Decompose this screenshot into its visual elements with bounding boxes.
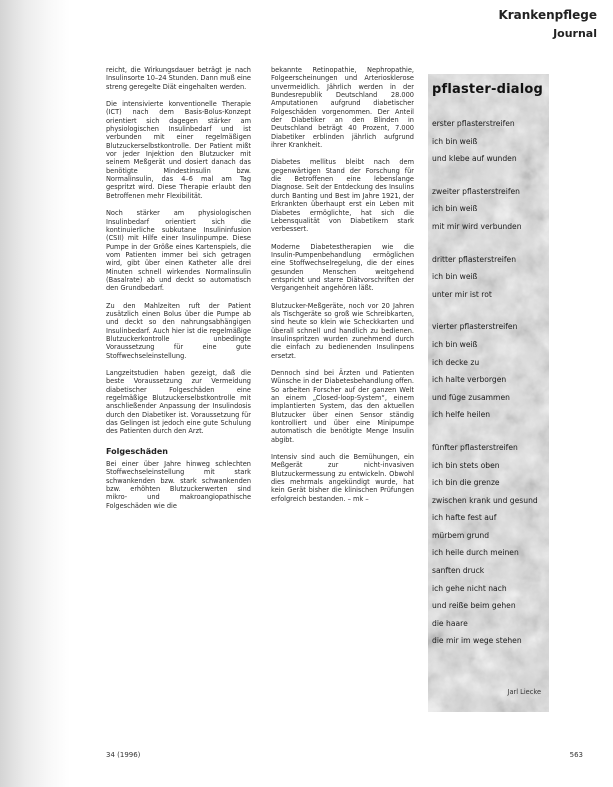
poem-box [428, 74, 549, 712]
poem-line: ich bin stets oben [432, 460, 500, 470]
journal-subtitle: Journal [553, 27, 597, 40]
poem-line: ich bin weiß [432, 339, 478, 349]
poem-line: vierter pflasterstreifen [432, 322, 518, 332]
poem-line: mit mir wird verbunden [432, 221, 522, 231]
poem-line: und reiße beim gehen [432, 601, 516, 611]
paragraph: Bei einer über Jahre hinweg schlechten Stoffwechseleinstellung mit stark schwankenden bzw. stark schwankenden bzw. erhöhten Blutzuckerwerten sind mikro- und makroangiopathische Folgeschäden wie die [106, 460, 251, 510]
poem-line: ich gehe nicht nach [432, 583, 507, 593]
journal-title: Krankenpflege [498, 8, 597, 22]
poem-line: die haare [432, 618, 468, 628]
poem-line: ich hafte fest auf [432, 513, 497, 523]
poem-stanza [432, 183, 548, 236]
section-heading: Folgeschäden [106, 446, 168, 456]
poem-stanza [432, 251, 548, 304]
poem-line: erster pflasterstreifen [432, 119, 515, 128]
poem-stanza [432, 318, 548, 424]
poem-line: ich bin weiß [432, 272, 478, 282]
issue-number: 34 (1996) [106, 751, 141, 759]
poem-line: zweiter pflasterstreifen [432, 186, 520, 196]
page-spine-shadow [0, 0, 70, 787]
poem-stanza [432, 115, 548, 168]
poem-line: und klebe auf wunden [432, 154, 517, 164]
page-number: 563 [569, 751, 583, 759]
journal-header [498, 8, 597, 40]
paragraph: Moderne Diabetestherapien wie die Insulin-Pumpenbehandlung ermöglichen eine Stoffwechselregelung, die der eines gesunden Menschen weitgehend entspricht und starre Diätvorschriften der Vergangenheit angehören läßt. [271, 242, 414, 293]
poem-line: ich bin weiß [432, 204, 478, 214]
poem-line: ich halte verborgen [432, 375, 507, 385]
text-column-left [106, 66, 251, 519]
poem-line: unter mir ist rot [432, 289, 492, 299]
paragraph: Blutzucker-Meßgeräte, noch vor 20 Jahren als Tischgeräte so groß wie Schreibkarten, sind heute so klein wie Scheckkarten und überall schnell und handlich zu bedienen. Insulinspritzen wurden zunehmend durch die einfach zu bedienenden Insulinpens ersetzt. [271, 301, 414, 360]
poem-line: mürbem grund [432, 530, 490, 540]
poem-title: pflaster-dialog [432, 82, 543, 97]
poem-line: dritter pflasterstreifen [432, 254, 517, 264]
paragraph: Intensiv sind auch die Bemühungen, ein Meßgerät zur nicht-invasiven Blutzuckermessung zu entwickeln. Obwohl dies mehrmals angekündigt wurde, hat kein Gerät bisher die klinischen Prüfungen erfolgreich bestanden. – mk – [271, 453, 414, 503]
paragraph: Langzeitstudien haben gezeigt, daß die beste Voraussetzung zur Vermeidung diabetischer Folgeschäden eine regelmäßige Blutzuckerselbstkontrolle mit anschließender Anpassung der Insulindosis durch den Diabetiker ist. Voraussetzung für das Gelingen ist jedoch eine gute Schulung des Patienten durch den Arzt. [106, 369, 251, 436]
paragraph: Zu den Mahlzeiten ruft der Patient zusätzlich einen Bolus über die Pumpe ab und deckt so den nahrungsabhängigen Insulinbedarf. Auch hier ist die regelmäßige Blutzuckerkontrolle unbedingte Voraussetzung für eine gute Stoffwechseleinstellung. [106, 301, 251, 360]
poem-line: sanften druck [432, 566, 485, 576]
poem-content [432, 82, 548, 665]
poem-line: und füge zusammen [432, 392, 510, 402]
poem-author: Jarl Liecke [507, 688, 541, 696]
text-column-middle [271, 66, 414, 512]
paragraph: Diabetes mellitus bleibt nach dem gegenwärtigen Stand der Forschung für die Betroffenen eine lebenslange Diagnose. Seit der Entdeckung des Insulins durch Banting und Best im Jahre 1921, der Erkrankten überhaupt erst ein Leben mit Diabetes ermöglichte, hat sich die Lebensqualität von Diabetikern stark verbessert. [271, 158, 414, 234]
poem-line: zwischen krank und gesund [432, 495, 538, 505]
poem-line: die mir im wege stehen [432, 636, 522, 646]
poem-line: ich heile durch meinen [432, 548, 519, 558]
poem-stanzas [432, 115, 548, 650]
paragraph: Noch stärker am physiologischen Insulinbedarf orientiert sich die kontinuierliche subkutane Insulininfusion (CSII) mit Hilfe einer Insulinpumpe. Diese Pumpe in der Größe eines Kartenspiels, die vom Patienten immer bei sich getragen wird, gibt über einen Katheter alle drei Minuten schnell wirkendes Normalinsulin (Basalrate) ab und deckt so automatisch den Grundbedarf. [106, 209, 251, 293]
paragraph: Dennoch sind bei Ärzten und Patienten Wünsche in der Diabetesbehandlung offen. So arbeiten Forscher auf der ganzen Welt an einem „Closed-loop-System“, einem implantierten System, das den aktuellen Blutzucker über einen Sensor ständig kontrolliert und über eine Minipumpe automatisch die benötigte Menge Insulin abgibt. [271, 369, 414, 444]
poem-line: ich helfe heilen [432, 410, 491, 420]
poem-line: ich bin weiß [432, 136, 478, 146]
paragraph: reicht, die Wirkungsdauer beträgt je nach Insulinsorte 10–24 Stunden. Dann muß eine streng geregelte Diät eingehalten werden. [106, 66, 251, 91]
poem-stanza [432, 439, 548, 650]
paragraph: Die intensivierte konventionelle Therapie (ICT) nach dem Basis-Bolus-Konzept orientiert sich dagegen stärker am physiologischen Insulinbedarf und ist verbunden mit einer regelmäßigen Blutzuckerselbstkontrolle. Der Patient mißt vor jeder Injektion den Blutzucker mit seinem Meßgerät und dosiert danach das benötigte Mindestinsulin bzw. Normalinsulin, das 4–6 mal am Tag gespritzt wird. Diese Therapie erlaubt den Betroffenen mehr Flexibilität. [106, 100, 251, 200]
paragraph: bekannte Retinopathie, Nephropathie, Folgeerscheinungen und Arteriosklerose unvermeidlich. Jährlich werden in der Bundesrepublik Deutschland 28.000 Amputationen aufgrund diabetischer Folgeschäden vorgenommen. Der Anteil der Diabetiker an den Blinden in Deutschland beträgt 40 Prozent, 7.000 Diabetiker erblinden jährlich aufgrund ihrer Krankheit. [271, 66, 414, 150]
poem-line: fünfter pflasterstreifen [432, 442, 518, 452]
poem-line: ich bin die grenze [432, 478, 500, 488]
poem-line: ich decke zu [432, 357, 480, 367]
